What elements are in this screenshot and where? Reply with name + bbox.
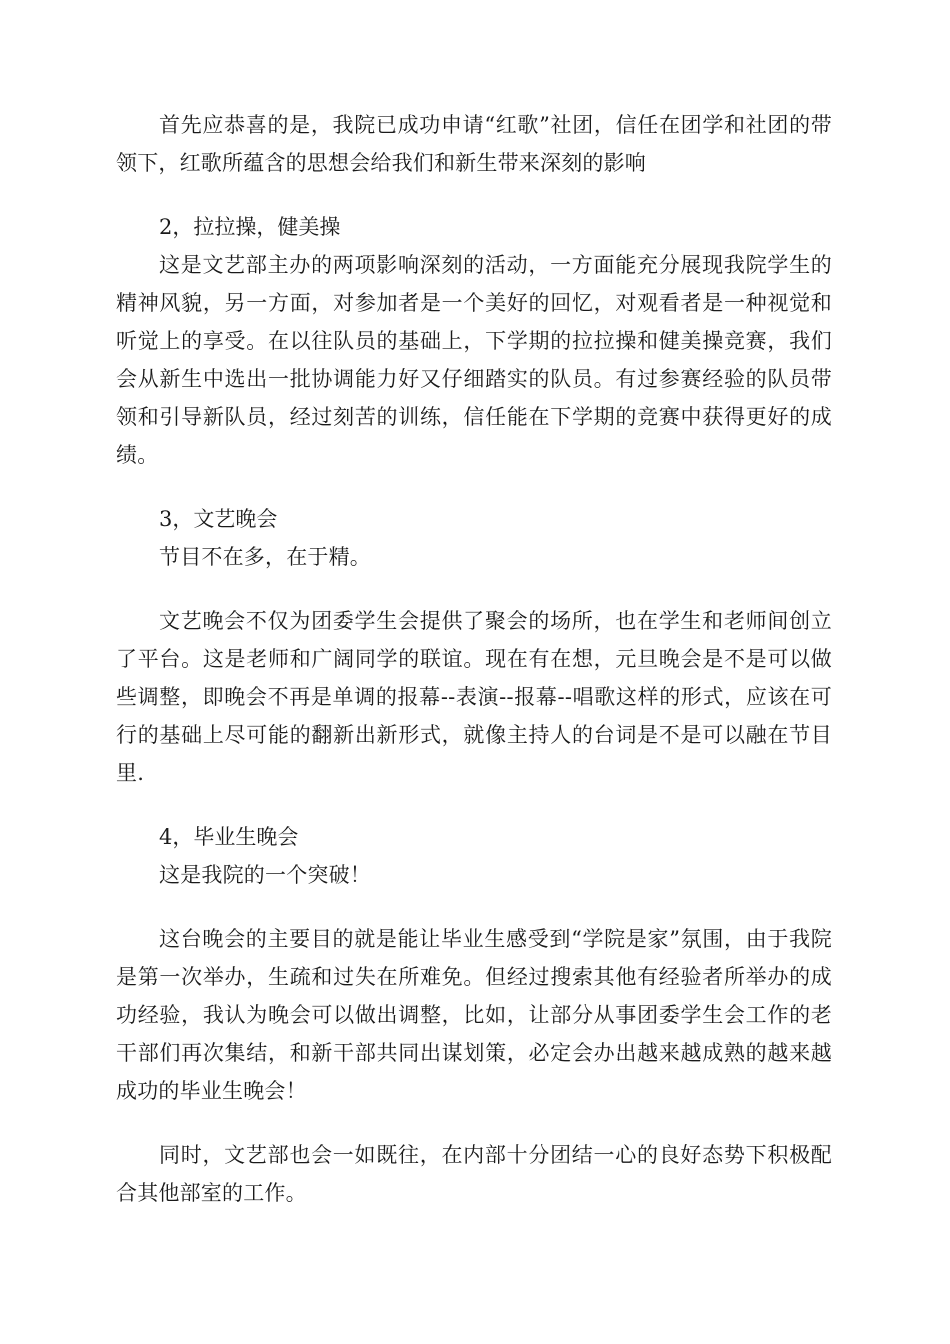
paragraph-cheerleading-aerobics: 这是文艺部主办的两项影响深刻的活动，一方面能充分展现我院学生的精神风貌，另一方面，对参加者是一个美好的回忆，对观看者是一种视觉和听觉上的享受。在以往队员的基础上，下学期的拉拉操和健美操竞赛，我们会从新生中选出一批协调能力好又仔细踏实的队员。有过参赛经验的队员带领和引导新队员，经过刻苦的训练，信任能在下学期的竞赛中获得更好的成绩。 xyxy=(116,253,832,467)
paragraph-graduation-gala: 这台晚会的主要目的就是能让毕业生感受到“学院是家”氛围，由于我院是第一次举办，生疏和过失在所难免。但经过搜索其他有经验者所举办的成功经验，我认为晚会可以做出调整，比如，让部分从事团委学生会工作的老干部们再次集结，和新干部共同出谋划策，必定会办出越来越成熟的越来越成功的毕业生晚会！ xyxy=(116,927,832,1103)
heading-art-gala: 3，文艺晚会 xyxy=(159,507,278,531)
paragraph-quality-not-quantity: 节目不在多，在于精。 xyxy=(159,545,371,569)
document-page xyxy=(116,106,832,1212)
heading-cheerleading-aerobics: 2，拉拉操，健美操 xyxy=(159,215,341,239)
heading-graduation-gala: 4，毕业生晚会 xyxy=(159,825,299,849)
paragraph-red-song-club: 首先应恭喜的是，我院已成功申请“红歌”社团，信任在团学和社团的带领下，红歌所蕴含的思想会给我们和新生带来深刻的影响 xyxy=(116,113,832,175)
paragraph-cooperation: 同时，文艺部也会一如既往，在内部十分团结一心的良好态势下积极配合其他部室的工作。 xyxy=(116,1143,832,1205)
paragraph-art-gala: 文艺晚会不仅为团委学生会提供了聚会的场所，也在学生和老师间创立了平台。这是老师和广阔同学的联谊。现在有在想，元旦晚会是不是可以做些调整，即晚会不再是单调的报幕--表演--报幕--唱歌这样的形式，应该在可行的基础上尽可能的翻新出新形式，就像主持人的台词是不是可以融在节目里. xyxy=(116,609,832,785)
paragraph-breakthrough: 这是我院的一个突破！ xyxy=(159,863,371,887)
